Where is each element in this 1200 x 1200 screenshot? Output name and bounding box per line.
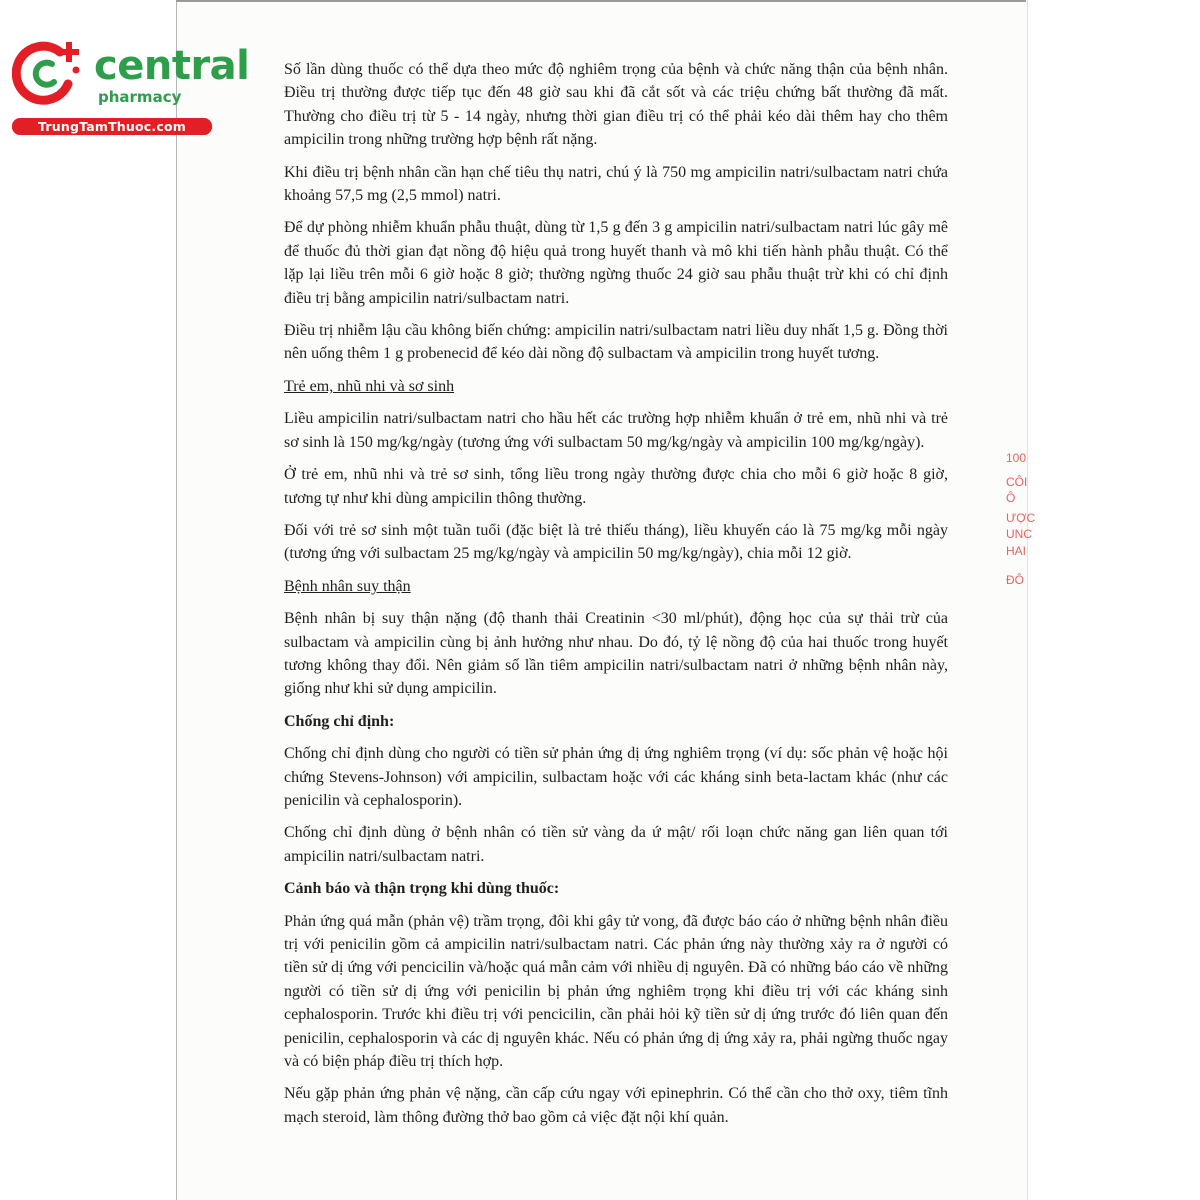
stamp-text-line: CÔI (1006, 475, 1028, 489)
paragraph-children-dose: Liều ampicilin natri/sulbactam natri cho hầu hết các trường hợp nhiễm khuẩn ở trẻ em, nhũ nhi và trẻ sơ sinh là 150 mg/kg/ngày (tương ứng với sulbactam 50 mg/kg/ngày và ampicilin 100 mg/kg/ngày). (284, 410, 948, 451)
stamp-text-line: ƯỢC (1006, 511, 1036, 525)
paragraph-hypersensitivity: Phản ứng quá mẫn (phản vệ) trầm trọng, đôi khi gây tử vong, đã được báo cáo ở những bệnh nhân điều trị với penicilin gồm cả ampicilin natri/sulbactam natri. Các phản ứng này thường xảy ra ở người có tiền sử dị ứng với pencicilin và/hoặc quá mẫn cảm với nhiều dị nguyên. Đã có những báo cáo về những người có tiền sử dị ứng với penicilin bị phản ứng nghiêm trọng khi điều trị với các kháng sinh cephalosporin. Trước khi điều trị với pencicilin, cần phải hỏi kỹ tiền sử dị ứng trước đó liên quan đến penicilin, cephalosporin và các dị nguyên khác. Nếu có phản ứng dị ứng xảy ra, phải ngừng thuốc ngay và có biện pháp điều trị thích hợp. (284, 912, 948, 1071)
stamp-text-line: ĐÔ (1006, 573, 1024, 587)
paragraph-contraindication-liver: Chống chỉ định dùng ở bệnh nhân có tiền sử vàng da ứ mật/ rối loạn chức năng gan liên quan tới ampicilin natri/sulbactam natri. (284, 824, 948, 865)
stamp-text-line: Ô (1006, 491, 1016, 505)
logo-name: central (94, 43, 250, 89)
paragraph-newborn-dose: Đối với trẻ sơ sinh một tuần tuổi (đặc biệt là trẻ thiếu tháng), liều khuyến cáo là 75 mg/kg mỗi ngày (tương ứng với sulbactam 25 mg/kg/ngày và ampicilin 50 mg/kg/ngày), chia mỗi 12 giờ. (284, 521, 948, 563)
heading-contraindications: Chống chỉ định: (284, 712, 395, 730)
page-top-edge (176, 0, 1026, 2)
paragraph-contraindication-allergy: Chống chỉ định dùng cho người có tiền sử phản ứng dị ứng nghiêm trọng (ví dụ: sốc phản vệ hoặc hội chứng Stevens-Johnson) với ampicilin, sulbactam hoặc với các kháng sinh beta-lactam khác (như các penicilin và cephalosporin). (284, 745, 948, 809)
red-stamp-fragment (1004, 448, 1036, 604)
paragraph-children-interval: Ở trẻ em, nhũ nhi và trẻ sơ sinh, tổng liều trong ngày thường được chia cho mỗi 6 giờ hoặc 8 giờ, tương tự như khi dùng ampicilin thông thường. (284, 466, 948, 507)
logo-subtitle: pharmacy (98, 88, 182, 106)
paragraph-renal-impairment: Bệnh nhân bị suy thận nặng (độ thanh thải Creatinin <30 ml/phút), động học của sự thải trừ của sulbactam và ampicilin cùng bị ảnh hưởng như nhau. Do đó, tỷ lệ nồng độ của hai thuốc trong huyết tương không thay đổi. Nên giảm số lần tiêm ampicilin natri/sulbactam natri ở những bệnh nhân này, giống như khi sử dụng ampicilin. (284, 610, 948, 698)
central-pharmacy-logo[interactable] (8, 36, 250, 136)
heading-warnings: Cảnh báo và thận trọng khi dùng thuốc: (284, 880, 560, 898)
subheading-children: Trẻ em, nhũ nhi và sơ sinh (284, 377, 455, 395)
stamp-text-line: UNC (1006, 527, 1032, 541)
paragraph-dosing-frequency: Số lần dùng thuốc có thể dựa theo mức độ nghiêm trọng của bệnh và chức năng thận của bệnh nhân. Điều trị thường được tiếp tục đến 48 giờ sau khi đã cắt sốt và các triệu chứng bất thường đã mất. Thường cho điều trị từ 5 - 14 ngày, nhưng thời gian điều trị có thể phải kéo dài thêm hay cho thêm ampicilin trong những trường hợp bệnh rất nặng. (284, 61, 948, 149)
logo-symbol-icon (12, 38, 90, 110)
stamp-text-line: HAI (1006, 544, 1027, 558)
paragraph-anaphylaxis: Nếu gặp phản ứng phản vệ nặng, cần cấp cứu ngay với epinephrin. Có thể cần cho thở oxy, tiêm tĩnh mạch steroid, làm thông đường thở bao gồm cả việc đặt nội khí quản. (284, 1085, 948, 1126)
logo-website-banner: TrungTamThuoc.com (12, 118, 212, 135)
paragraph-gonorrhea: Điều trị nhiễm lậu cầu không biến chứng: ampicilin natri/sulbactam natri liều duy nhất 1,5 g. Đồng thời nên uống thêm 1 g probenecid để kéo dài nồng độ sulbactam và ampicilin trong huyết tương. (284, 322, 948, 363)
paragraph-sodium-restriction: Khi điều trị bệnh nhân cần hạn chế tiêu thụ natri, chú ý là 750 mg ampicilin natri/sulbactam natri chứa khoảng 57,5 mg (2,5 mmol) natri. (284, 163, 948, 205)
subheading-renal: Bệnh nhân suy thận (284, 577, 411, 595)
stamp-text-line: 100 (1006, 451, 1027, 465)
document-body (284, 58, 948, 1138)
paragraph-surgical-prophylaxis: Để dự phòng nhiễm khuẩn phẫu thuật, dùng từ 1,5 g đến 3 g ampicilin natri/sulbactam natri lúc gây mê để thuốc đủ thời gian đạt nồng độ hiệu quả trong huyết thanh và mô khi tiến hành phẫu thuật. Có thể lặp lại liều trên mỗi 6 giờ hoặc 8 giờ; thường ngừng thuốc 24 giờ sau phẫu thuật trừ khi có chỉ định điều trị bằng ampicilin natri/sulbactam natri. (284, 219, 948, 307)
